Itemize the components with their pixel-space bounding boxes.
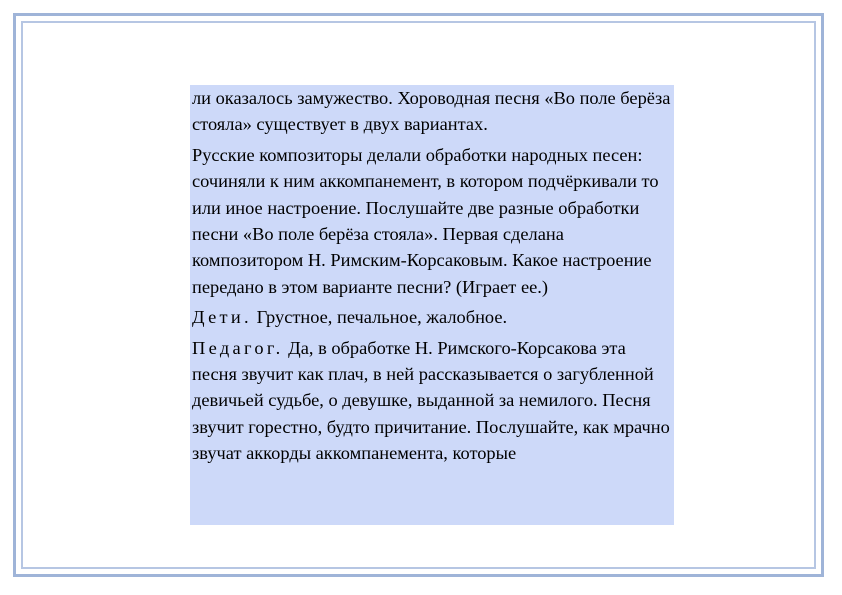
paragraph-1 (190, 85, 674, 138)
paragraph-2-text: Русские композиторы делали обработки народных песен: сочиняли к ним аккомпанемент, в котором подчёркивали то или иное настроение. Послушайте две разные обработки песни «Во поле берёза стояла». Первая сделана композитором Н. Римским-Корсаковым. Какое настроение передано в этом варианте песни? (Играет ее.) (192, 144, 659, 297)
paragraph-4-text: Да, в обработке Н. Римского-Корсакова эта песня звучит как плач, в ней рассказывается о загубленной девичьей судьбе, о девушке, выданной за немилого. Песня звучит горестно, будто причитание. Послушайте, как мрачно звучат аккорды аккомпанемента, которые (192, 337, 670, 464)
paragraph-3-text: Грустное, печальное, жалобное. (251, 307, 508, 328)
paragraph-3 (190, 304, 674, 330)
paragraph-2 (190, 142, 674, 300)
speaker-teacher: Педагог. (192, 337, 284, 358)
text-block (190, 85, 674, 525)
paragraph-1-text: ли оказалось замужество. Хороводная песня «Во поле берёза стояла» существует в двух вариантах. (192, 88, 671, 135)
paragraph-4 (190, 335, 674, 467)
speaker-children: Дети. (192, 307, 252, 328)
